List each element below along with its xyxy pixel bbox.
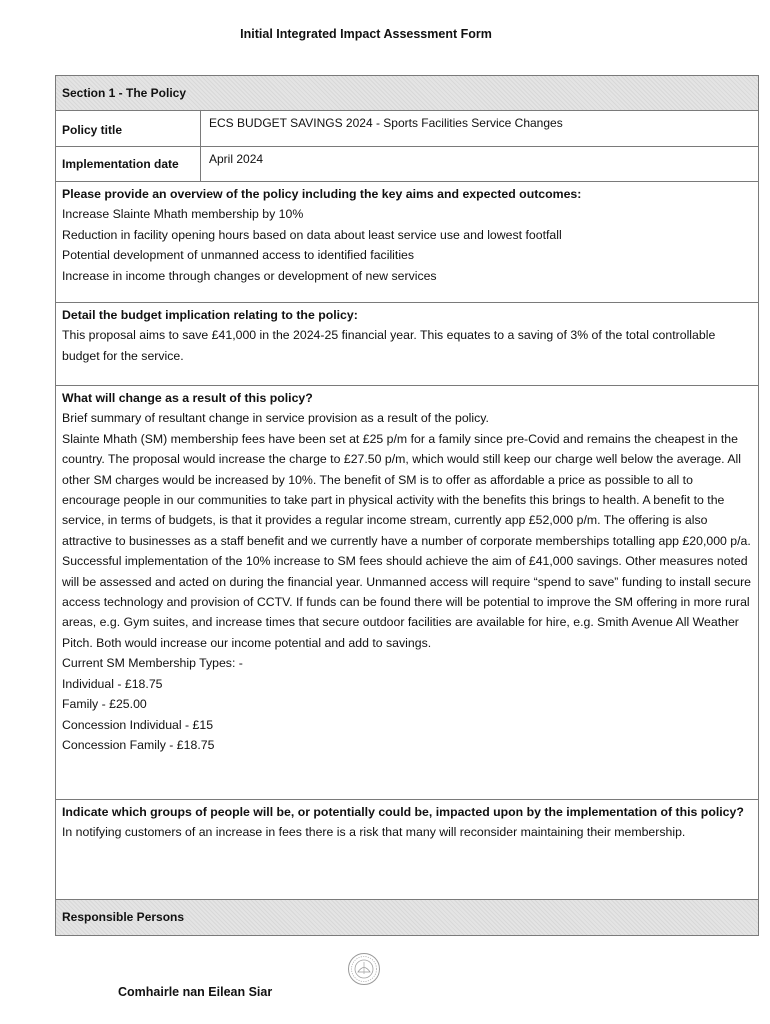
overview-question: Please provide an overview of the policy including the key aims and expected outcomes:	[62, 187, 582, 201]
impacted-groups-section	[56, 800, 758, 900]
impacted-groups-question: Indicate which groups of people will be, or potentially could be, impacted upon by the implementation of this policy?	[62, 805, 744, 819]
responsible-persons-heading: Responsible Persons	[56, 900, 758, 935]
budget-question: Detail the budget implication relating to the policy:	[62, 308, 358, 322]
implementation-date-row	[56, 147, 758, 182]
budget-text: This proposal aims to save £41,000 in the 2024-25 financial year. This equates to a saving of 3% of the total controllable budget for the service.	[62, 328, 716, 363]
overview-section	[56, 182, 758, 303]
change-section	[56, 386, 758, 800]
overview-line: Reduction in facility opening hours based on data about least service use and lowest footfall	[62, 227, 562, 242]
implementation-date-value: April 2024	[209, 152, 264, 166]
policy-title-value: ECS BUDGET SAVINGS 2024 - Sports Facilities Service Changes	[209, 116, 563, 130]
council-seal-icon	[347, 952, 381, 986]
section-1-heading: Section 1 - The Policy	[56, 76, 758, 111]
membership-type: Individual - £18.75	[62, 676, 163, 691]
policy-title-label: Policy title	[56, 111, 201, 146]
membership-type: Concession Individual - £15	[62, 717, 214, 732]
document-title: Initial Integrated Impact Assessment Form	[240, 27, 492, 41]
impacted-groups-text: In notifying customers of an increase in fees there is a risk that many will reconsider maintaining their membership.	[62, 825, 686, 840]
assessment-form	[55, 75, 759, 936]
membership-type: Family - £25.00	[62, 697, 147, 712]
overview-line: Potential development of unmanned access to identified facilities	[62, 248, 415, 263]
change-paragraph-1: Slainte Mhath (SM) membership fees have been set at £25 p/m for a family since pre-Covid and remains the cheapest in the country. The proposal would increase the charge to £27.50 p/m, which would still keep our charge well below the average. All other SM charges would be increased by 10%. The benefit of SM is to offer as affordable a price as possible to all to encourage people in our communities to take part in physical activity with the benefits this brings to health. A benefit to the service, in terms of budgets, is that it provides a regular income stream, currently app £52,000 p/m. The offering is also attractive to businesses as a staff benefit and we currently have a number of corporate memberships totalling app £20,000 p/a.	[62, 431, 751, 548]
change-summary: Brief summary of resultant change in service provision as a result of the policy.	[62, 411, 489, 426]
membership-type: Concession Family - £18.75	[62, 737, 215, 752]
change-question: What will change as a result of this policy?	[62, 391, 313, 405]
policy-title-row	[56, 111, 758, 147]
overview-line: Increase in income through changes or development of new services	[62, 268, 437, 283]
organisation-name: Comhairle nan Eilean Siar	[118, 985, 273, 999]
overview-line: Increase Slainte Mhath membership by 10%	[62, 207, 304, 222]
membership-heading: Current SM Membership Types: -	[62, 656, 243, 671]
budget-section	[56, 303, 758, 386]
implementation-date-label: Implementation date	[56, 147, 201, 181]
change-paragraph-2: Successful implementation of the 10% increase to SM fees should achieve the aim of £41,000 savings. Other measures noted will be assessed and acted on during the financial year. Unmanned access will require “spend to save” funding to install secure access technology and provision of CCTV. If funds can be found there will be potential to improve the SM offering in more rural areas, e.g. Gym suites, and increase times that secure outdoor facilities are available for hire, e.g. Smith Avenue All Weather Pitch. Both would increase our income potential and add to savings.	[62, 554, 752, 650]
